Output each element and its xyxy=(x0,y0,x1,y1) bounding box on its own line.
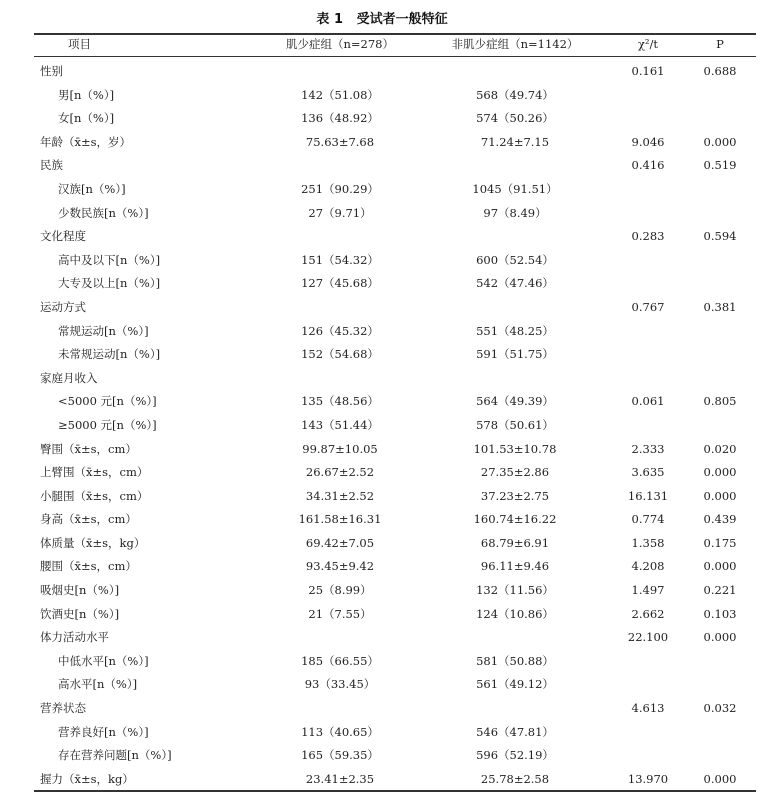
row-label: 体力活动水平 xyxy=(40,630,109,645)
row-label: 常规运动[n（%）] xyxy=(58,323,149,338)
row-label: 体质量（x̄±s，kg） xyxy=(40,535,146,550)
sarcopenia-group-value: 69.42±7.05 xyxy=(305,535,375,550)
non-sarcopenia-group-value: 27.35±2.86 xyxy=(480,465,550,480)
row-label: 男[n（%）] xyxy=(58,87,115,102)
sarcopenia-group-value: 251（90.29） xyxy=(301,181,379,196)
chi-t-value: 16.131 xyxy=(627,488,669,503)
p-value: 0.175 xyxy=(703,535,737,550)
row-label: 上臂围（x̄±s，cm） xyxy=(40,465,149,480)
p-value: 0.381 xyxy=(703,299,737,314)
row-label: 文化程度 xyxy=(40,229,86,244)
sarcopenia-group-value: 34.31±2.52 xyxy=(305,488,375,503)
chi-t-value: 4.613 xyxy=(631,701,665,716)
row-label: 身高（x̄±s，cm） xyxy=(40,512,137,527)
table-row xyxy=(0,225,764,249)
table-row xyxy=(0,532,764,556)
sarcopenia-group-value: 165（59.35） xyxy=(301,748,379,763)
p-value: 0.805 xyxy=(703,394,737,409)
p-value: 0.439 xyxy=(703,512,737,527)
table-row xyxy=(0,673,764,697)
header-p-value: P xyxy=(716,37,724,51)
table-row xyxy=(0,154,764,178)
p-value: 0.221 xyxy=(703,583,737,598)
non-sarcopenia-group-value: 568（49.74） xyxy=(476,87,554,102)
row-label: 女[n（%）] xyxy=(58,111,115,126)
table-row xyxy=(0,296,764,320)
table-row xyxy=(0,178,764,202)
sarcopenia-group-value: 21（7.55） xyxy=(308,606,372,621)
table-row xyxy=(0,603,764,627)
non-sarcopenia-group-value: 132（11.56） xyxy=(476,583,554,598)
chi-t-value: 0.283 xyxy=(631,229,665,244)
sarcopenia-group-value: 99.87±10.05 xyxy=(302,441,378,456)
sarcopenia-group-value: 185（66.55） xyxy=(301,653,379,668)
table-row xyxy=(0,650,764,674)
p-value: 0.000 xyxy=(703,488,737,503)
row-label: 性别 xyxy=(40,64,63,78)
sarcopenia-group-value: 161.58±16.31 xyxy=(298,512,382,527)
header-sarcopenia-group: 肌少症组（n=278） xyxy=(286,37,394,51)
sarcopenia-group-value: 93.45±9.42 xyxy=(305,559,375,574)
table-bottom-rule xyxy=(34,790,756,792)
p-value: 0.000 xyxy=(703,134,737,149)
sarcopenia-group-value: 113（40.65） xyxy=(301,724,379,739)
sarcopenia-group-value: 27（9.71） xyxy=(308,205,372,220)
p-value: 0.000 xyxy=(703,559,737,574)
non-sarcopenia-group-value: 542（47.46） xyxy=(476,276,554,291)
header-item: 项目 xyxy=(68,37,91,51)
row-label: 中低水平[n（%）] xyxy=(58,653,149,668)
row-label: 未常规运动[n（%）] xyxy=(58,347,161,362)
row-label: 高水平[n（%）] xyxy=(58,677,138,692)
p-value: 0.000 xyxy=(703,630,737,645)
chi-t-value: 1.497 xyxy=(631,583,665,598)
non-sarcopenia-group-value: 578（50.61） xyxy=(476,417,554,432)
row-label: ≥5000 元[n（%）] xyxy=(58,417,157,432)
row-label: 高中及以下[n（%）] xyxy=(58,252,161,267)
sarcopenia-group-value: 126（45.32） xyxy=(301,323,379,338)
p-value: 0.594 xyxy=(703,229,737,244)
chi-t-value: 1.358 xyxy=(631,535,665,550)
table-row xyxy=(0,508,764,532)
row-label: 握力（x̄±s，kg） xyxy=(40,771,134,786)
table-row xyxy=(0,390,764,414)
non-sarcopenia-group-value: 600（52.54） xyxy=(476,252,554,267)
table-row xyxy=(0,60,764,84)
table-row xyxy=(0,84,764,108)
non-sarcopenia-group-value: 596（52.19） xyxy=(476,748,554,763)
chi-t-value: 9.046 xyxy=(631,134,665,149)
row-label: 营养状态 xyxy=(40,701,86,716)
p-value: 0.103 xyxy=(703,606,737,621)
row-label: 饮酒史[n（%）] xyxy=(40,606,120,621)
row-label: 运动方式 xyxy=(40,299,86,314)
sarcopenia-group-value: 152（54.68） xyxy=(301,347,379,362)
p-value: 0.032 xyxy=(703,701,737,716)
table-row xyxy=(0,626,764,650)
header-chi-t: χ²/t xyxy=(637,37,659,51)
sarcopenia-group-value: 25（8.99） xyxy=(308,583,372,598)
table-row xyxy=(0,697,764,721)
row-label: 小腿围（x̄±s，cm） xyxy=(40,488,149,503)
row-label: 营养良好[n（%）] xyxy=(58,724,149,739)
chi-t-value: 4.208 xyxy=(631,559,665,574)
table-row xyxy=(0,249,764,273)
table-header-rule xyxy=(34,56,756,57)
table-row xyxy=(0,107,764,131)
table-row xyxy=(0,768,764,792)
non-sarcopenia-group-value: 71.24±7.15 xyxy=(480,134,550,149)
table-row xyxy=(0,367,764,391)
table-row xyxy=(0,555,764,579)
table-row xyxy=(0,343,764,367)
chi-t-value: 3.635 xyxy=(631,465,665,480)
table-row xyxy=(0,485,764,509)
sarcopenia-group-value: 136（48.92） xyxy=(301,111,379,126)
non-sarcopenia-group-value: 96.11±9.46 xyxy=(480,559,550,574)
header-non-sarcopenia-group: 非肌少症组（n=1142） xyxy=(451,37,579,51)
table-row xyxy=(0,320,764,344)
table-body xyxy=(0,60,764,791)
sarcopenia-group-value: 93（33.45） xyxy=(304,677,376,692)
sarcopenia-group-value: 142（51.08） xyxy=(301,87,379,102)
chi-t-value: 2.662 xyxy=(631,606,665,621)
row-label: 少数民族[n（%）] xyxy=(58,205,149,220)
p-value: 0.000 xyxy=(703,465,737,480)
chi-t-value: 0.061 xyxy=(631,394,665,409)
table-row xyxy=(0,461,764,485)
table-row xyxy=(0,579,764,603)
row-label: 年龄（x̄±s，岁） xyxy=(40,134,132,149)
row-label: 家庭月收入 xyxy=(40,370,98,385)
chi-t-value: 0.416 xyxy=(631,158,665,173)
table-title: 表 1 受试者一般特征 xyxy=(316,12,448,27)
p-value: 0.688 xyxy=(703,64,737,78)
sarcopenia-group-value: 151（54.32） xyxy=(301,252,379,267)
row-label: 臀围（x̄±s，cm） xyxy=(40,441,137,456)
non-sarcopenia-group-value: 68.79±6.91 xyxy=(480,535,550,550)
non-sarcopenia-group-value: 37.23±2.75 xyxy=(480,488,550,503)
non-sarcopenia-group-value: 97（8.49） xyxy=(483,205,547,220)
non-sarcopenia-group-value: 574（50.26） xyxy=(476,111,554,126)
chi-t-value: 0.774 xyxy=(631,512,665,527)
row-label: 民族 xyxy=(40,158,63,173)
non-sarcopenia-group-value: 124（10.86） xyxy=(476,606,554,621)
sarcopenia-group-value: 23.41±2.35 xyxy=(305,771,375,786)
non-sarcopenia-group-value: 160.74±16.22 xyxy=(473,512,557,527)
row-label: <5000 元[n（%）] xyxy=(58,394,157,409)
p-value: 0.519 xyxy=(703,158,737,173)
non-sarcopenia-group-value: 551（48.25） xyxy=(476,323,554,338)
chi-t-value: 22.100 xyxy=(627,630,669,645)
sarcopenia-group-value: 75.63±7.68 xyxy=(305,134,375,149)
table-row xyxy=(0,202,764,226)
table-row xyxy=(0,414,764,438)
non-sarcopenia-group-value: 1045（91.51） xyxy=(472,181,558,196)
p-value: 0.000 xyxy=(703,771,737,786)
non-sarcopenia-group-value: 581（50.88） xyxy=(476,653,554,668)
row-label: 汉族[n（%）] xyxy=(58,181,126,196)
sarcopenia-group-value: 143（51.44） xyxy=(301,417,379,432)
p-value: 0.020 xyxy=(703,441,737,456)
non-sarcopenia-group-value: 591（51.75） xyxy=(476,347,554,362)
table-row xyxy=(0,438,764,462)
non-sarcopenia-group-value: 25.78±2.58 xyxy=(480,771,550,786)
table-row xyxy=(0,272,764,296)
table-row xyxy=(0,744,764,768)
chi-t-value: 0.161 xyxy=(631,64,665,78)
chi-t-value: 2.333 xyxy=(631,441,665,456)
non-sarcopenia-group-value: 546（47.81） xyxy=(476,724,554,739)
table-row xyxy=(0,721,764,745)
table-top-rule xyxy=(34,33,756,35)
chi-t-value: 13.970 xyxy=(627,771,669,786)
row-label: 存在营养问题[n（%）] xyxy=(58,748,172,763)
sarcopenia-group-value: 135（48.56） xyxy=(301,394,379,409)
row-label: 腰围（x̄±s，cm） xyxy=(40,559,137,574)
row-label: 吸烟史[n（%）] xyxy=(40,583,120,598)
table-row xyxy=(0,131,764,155)
chi-t-value: 0.767 xyxy=(631,299,665,314)
row-label: 大专及以上[n（%）] xyxy=(58,276,161,291)
non-sarcopenia-group-value: 101.53±10.78 xyxy=(473,441,557,456)
non-sarcopenia-group-value: 561（49.12） xyxy=(476,677,554,692)
sarcopenia-group-value: 26.67±2.52 xyxy=(305,465,375,480)
non-sarcopenia-group-value: 564（49.39） xyxy=(476,394,554,409)
sarcopenia-group-value: 127（45.68） xyxy=(301,276,379,291)
